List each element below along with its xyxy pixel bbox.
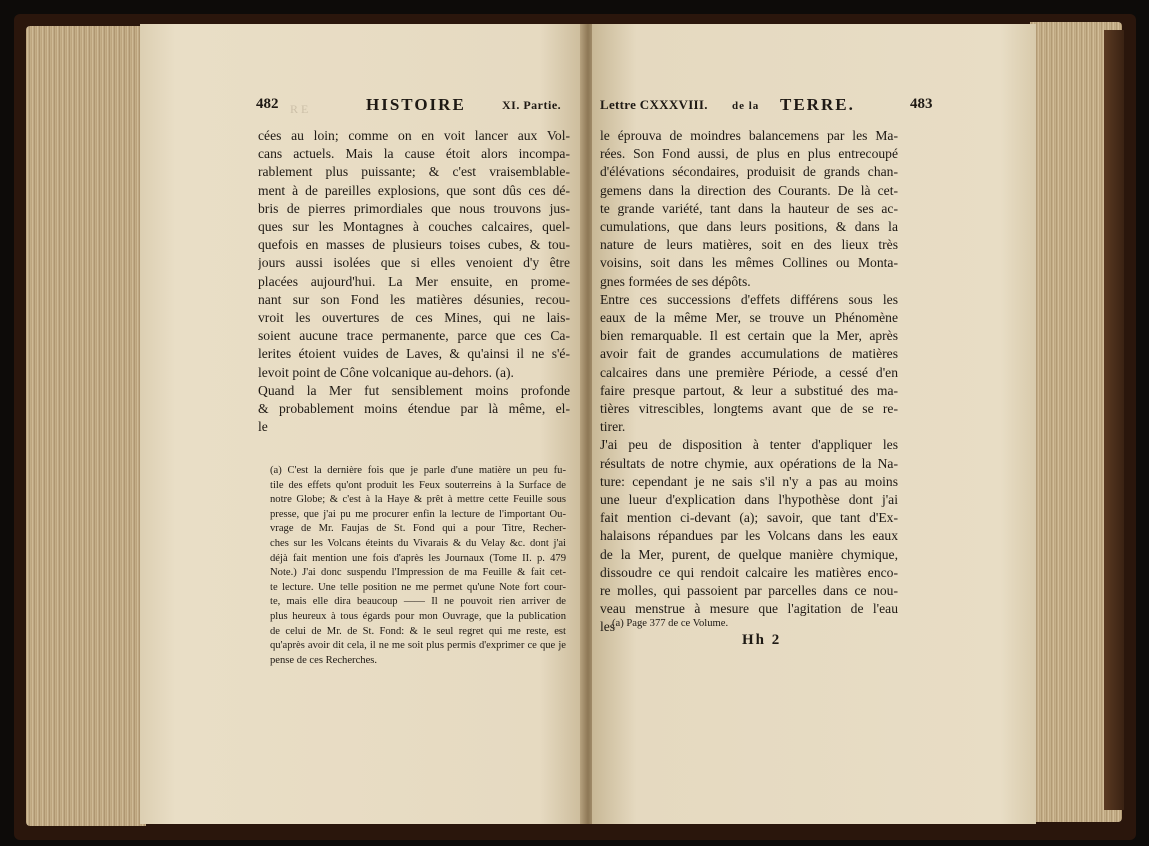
text-line: ques sur les Montagnes à couches calcaires, quel-: [258, 219, 570, 235]
text-line: gemens dans la direction des Courants. De là cet-: [600, 182, 898, 198]
text-line: J'ai peu de disposition à tenter d'appliquer les: [600, 437, 898, 453]
text-line: Entre ces successions d'effets différens sous les: [600, 291, 898, 307]
text-line: tile des effets qu'ont produit les Feux souterreins à la Surface de: [270, 479, 566, 491]
text-line: (a) Page 377 de ce Volume.: [612, 618, 729, 629]
text-line: déjà fait mention une fois d'après les Journaux (Tome II. p. 479: [270, 552, 566, 564]
text-line: & probablement moins étendue par là même, el-: [258, 401, 570, 417]
text-line: les: [600, 619, 616, 635]
text-line: d'élévations sécondaires, produisit de grands chan-: [600, 164, 898, 180]
page-number: 482: [256, 96, 279, 112]
text-line: lerites étoient vuides de Laves, & qu'ainsi il ne s'é-: [258, 346, 570, 362]
left-body-text: [258, 127, 570, 436]
text-line: rées. Son Fond aussi, de plus en plus entrecoupé: [600, 146, 898, 162]
text-line: fait mention ci-devant (a); savoir, que tant d'Ex-: [600, 510, 898, 526]
text-line: de celui de Mr. de St. Fond: & le seul regret qui me reste, est: [270, 625, 566, 637]
left-page: [140, 24, 584, 824]
text-line: Quand la Mer fut sensiblement moins profonde: [258, 382, 570, 398]
show-through-text: R E: [290, 102, 309, 116]
text-line: soient aucune trace permanente, parce que ces Ca-: [258, 328, 570, 344]
text-line: nant sur son Fond les matières désunies, recou-: [258, 291, 570, 307]
signature-mark: Hh 2: [742, 632, 782, 648]
text-line: halaisons répandues par les Volcans dans les eaux: [600, 528, 898, 544]
text-line: le: [258, 419, 268, 435]
text-line: résultats de notre chymie, aux opérations de la Na-: [600, 455, 898, 471]
text-line: faire presque partout, & leur a substitué des ma-: [600, 382, 898, 398]
text-line: tirer.: [600, 419, 626, 435]
text-line: dissoudre ce qui rendoit calcaire les matières enco-: [600, 564, 898, 580]
text-line: vrage de Mr. Faujas de St. Fond qui a pour Titre, Recher-: [270, 523, 566, 535]
text-line: vroit les ouvertures de ces Mines, qui ne lais-: [258, 310, 570, 326]
text-line: notre Globe; & c'est à la Haye & prêt à mettre cette Feuille sous: [270, 494, 566, 506]
text-line: plus heureux à tous égards pour mon Ouvrage, que la publication: [270, 610, 566, 622]
text-line: pense de ces Recherches.: [270, 654, 378, 666]
text-line: Note.) J'ai donc suspendu l'Impression de ma Feuille & fait cet-: [270, 567, 566, 579]
text-line: re molles, qui passoient par parcelles dans ce nou-: [600, 583, 898, 599]
text-line: une lueur d'explication dans l'hypothèse dont j'ai: [600, 492, 898, 508]
text-line: (a) C'est la dernière fois que je parle d'une matière un peu fu-: [270, 465, 566, 476]
text-line: eaux de la même Mer, se trouve un Phénomène: [600, 310, 898, 326]
page-number: 483: [910, 96, 933, 112]
right-footnote: [612, 617, 892, 632]
text-line: levoit point de Cône volcanique au-dehors. (a).: [258, 364, 514, 380]
text-line: nature de leurs matières, soit en des lieux très: [600, 237, 898, 253]
text-line: quefois en masses de plusieurs toises cubes, & tou-: [258, 237, 570, 253]
right-body-text: [600, 127, 898, 637]
text-line: rablement plus puissante; & c'est vraisemblable-: [258, 164, 570, 180]
text-line: avoir fait de grandes accumulations de matières: [600, 346, 898, 362]
left-running-head: [140, 96, 584, 120]
part-label: XI. Partie.: [502, 98, 562, 112]
text-line: de la Mer, purent, de quelque manière chymique,: [600, 546, 898, 562]
text-line: presse, que j'ai pu me procurer enfin la lecture de l'important Ou-: [270, 508, 566, 520]
running-letter: Lettre CXXXVIII.: [600, 97, 708, 112]
text-line: calcaires dans une première Période, a cessé d'en: [600, 364, 898, 380]
running-title: HISTOIRE: [366, 95, 466, 114]
right-running-head: [592, 96, 1036, 120]
left-page-edges: [26, 26, 146, 826]
text-line: ches sur les Volcans éteints du Vivarais & du Velay &c. dont j'ai: [270, 537, 566, 549]
text-line: te lecture. Une telle position ne me permet qu'une Note fort cour-: [270, 581, 566, 593]
text-line: le éprouva de moindres balancemens par les Ma-: [600, 128, 898, 143]
text-line: jours aussi isolées que si elles venoient d'y être: [258, 255, 570, 271]
text-line: placées aujourd'hui. La Mer ensuite, en prome-: [258, 273, 570, 289]
text-line: qu'après avoir dit cela, il ne me soit plus permis d'exprimer ce que je: [270, 640, 566, 652]
text-line: cées au loin; comme on en voit lancer aux Vol-: [258, 128, 570, 143]
text-line: te grande variété, tant dans la hauteur de ses ac-: [600, 200, 898, 216]
running-de-la: de la: [732, 100, 760, 112]
text-line: tières vitrescibles, longtems avant que de se re-: [600, 401, 898, 417]
text-line: veau menstrue à mesure que l'agitation de l'eau: [600, 601, 898, 617]
running-title: TERRE.: [780, 95, 855, 114]
text-line: cumulations, que dans leurs positions, & dans la: [600, 219, 898, 235]
right-page: [592, 24, 1036, 824]
text-line: cans actuels. Mais la cause étoit alors incompa-: [258, 146, 570, 162]
text-line: voisins, soit dans les mêmes Collines ou Monta-: [600, 255, 898, 271]
left-footnote: [270, 464, 566, 668]
text-line: te, mais elle dira beaucoup —— Il ne pouvoit rien arriver de: [270, 596, 566, 608]
text-line: ment à de pareilles explosions, que sont dûs ces dé-: [258, 182, 570, 198]
text-line: bien remarquable. Il est certain que la Mer, après: [600, 328, 898, 344]
text-line: bris de pierres primordiales que nous trouvons jus-: [258, 200, 570, 216]
text-line: gnes formées de ses dépôts.: [600, 273, 751, 289]
cover-edge: [1104, 30, 1124, 810]
text-line: ture: cependant je ne sais s'il n'y a pas au moins: [600, 473, 898, 489]
